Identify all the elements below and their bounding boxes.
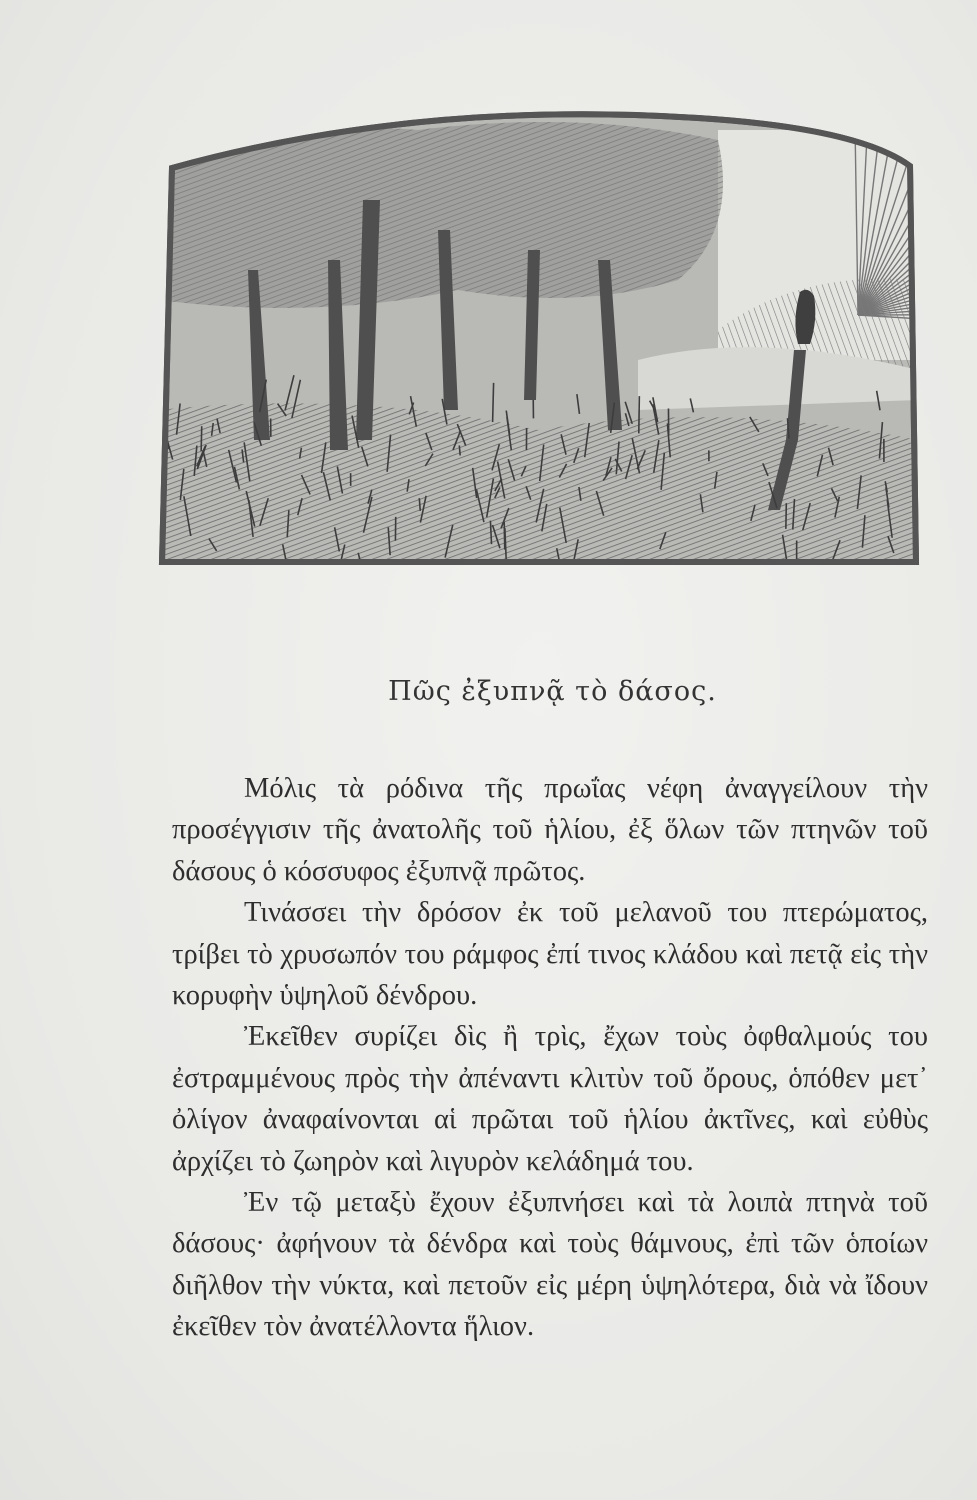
woodcut-illustration [158, 110, 926, 572]
paragraph: Μόλις τὰ ρόδινα τῆς πρωΐας νέφη ἀναγγείλουν τὴν προσέγγισιν τῆς ἀνατολῆς τοῦ ἡλίου, ἐξ ὅλων τῶν πτηνῶν τοῦ δάσους ὁ κόσσυφος ἐξυπνᾷ πρῶτος. [172, 773, 928, 887]
page-title: Πῶς ἐξυπνᾷ τὸ δάσος. [388, 676, 717, 707]
paragraph: Τινάσσει τὴν δρόσον ἐκ τοῦ μελανοῦ του πτερώματος, τρίβει τὸ χρυσωπόν του ράμφος ἐπί τινος κλάδου καὶ πετᾷ εἰς τὴν κορυφὴν ὑψηλοῦ δένδρου. [172, 897, 928, 1012]
paragraph: Ἐκεῖθεν συρίζει δὶς ἢ τρὶς, ἔχων τοὺς ὀφθαλμούς του ἐστραμμένους πρὸς τὴν ἀπέναντι κλιτὺν τοῦ ὄρους, ὁπόθεν μετ᾽ ὀλίγον ἀναφαίνονται αἱ πρῶται τοῦ ἡλίου ἀκτῖνες, καὶ εὐθὺς ἀρχίζει τὸ ζωηρὸν καὶ λιγυρὸν κελάδημά του. [172, 1021, 928, 1177]
paragraph: Ἐν τῷ μεταξὺ ἔχουν ἐξυπνήσει καὶ τὰ λοιπὰ πτηνὰ τοῦ δάσους· ἀφήνουν τὰ δένδρα καὶ τοὺς θάμνους, ἐπὶ τῶν ὁποίων διῆλθον τὴν νύκτα, καὶ πετοῦν εἰς μέρη ὑψηλότερα, διὰ νὰ ἴδουν ἐκεῖθεν τὸν ἀνατέλλοντα ἥλιον. [172, 1187, 928, 1343]
body-text [172, 768, 928, 1348]
